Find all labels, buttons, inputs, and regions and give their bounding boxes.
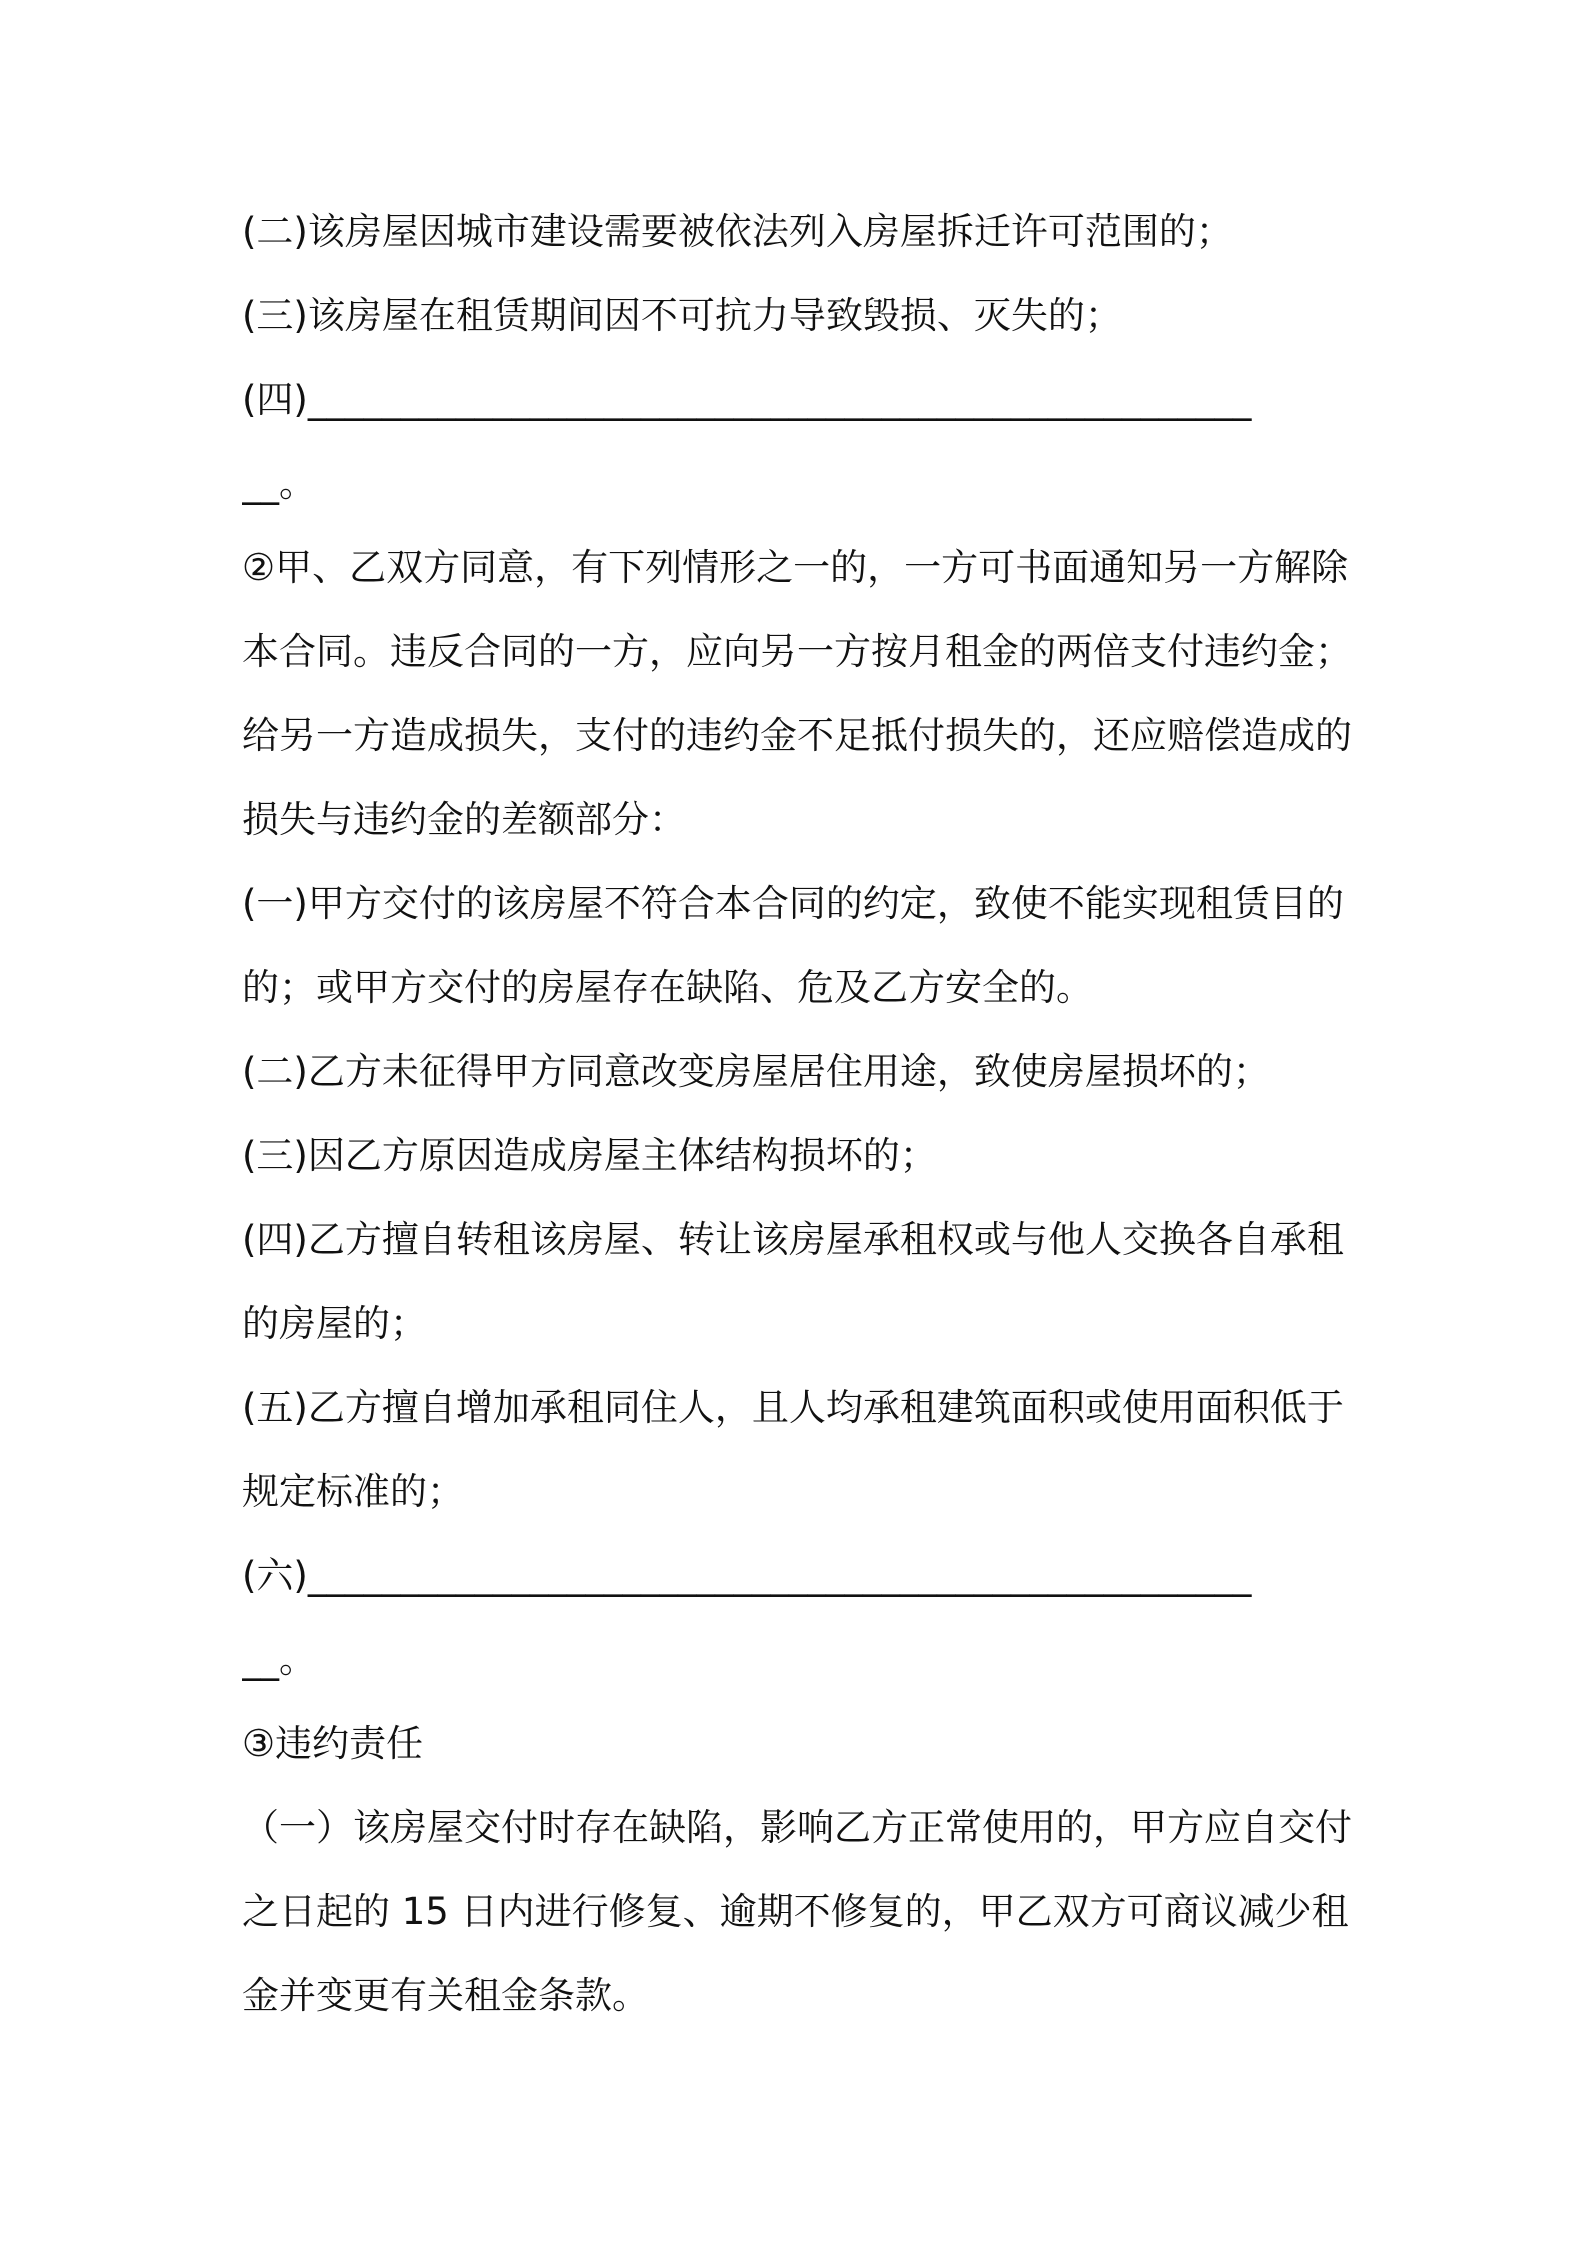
- text-line: (二)该房屋因城市建设需要被依法列入房屋拆迁许可范围的；: [242, 210, 1233, 253]
- text-line: (六)___________________________________________________: [242, 1554, 1252, 1597]
- text-line: 之日起的 15 日内进行修复、逾期不修复的，甲乙双方可商议减少租: [242, 1890, 1349, 1933]
- text-line: (三)该房屋在租赁期间因不可抗力导致毁损、灭失的；: [242, 294, 1122, 337]
- text-line: 的；或甲方交付的房屋存在缺陷、危及乙方安全的。: [242, 966, 1093, 1009]
- document-body: [242, 190, 1362, 2038]
- text-line: 本合同。违反合同的一方，应向另一方按月租金的两倍支付违约金；: [242, 630, 1352, 673]
- text-line: (一)甲方交付的该房屋不符合本合同的约定，致使不能实现租赁目的: [242, 882, 1344, 925]
- text-line: 规定标准的；: [242, 1470, 464, 1513]
- text-line: （一）该房屋交付时存在缺陷，影响乙方正常使用的，甲方应自交付: [242, 1806, 1352, 1849]
- text-line: (二)乙方未征得甲方同意改变房屋居住用途，致使房屋损坏的；: [242, 1050, 1270, 1093]
- text-line: 给另一方造成损失，支付的违约金不足抵付损失的，还应赔偿造成的: [242, 714, 1352, 757]
- section-heading: ③违约责任: [242, 1722, 424, 1765]
- text-line: ②甲、乙双方同意，有下列情形之一的，一方可书面通知另一方解除: [242, 546, 1349, 589]
- text-line: (五)乙方擅自增加承租同住人，且人均承租建筑面积或使用面积低于: [242, 1386, 1344, 1429]
- text-line: 的房屋的；: [242, 1302, 427, 1345]
- text-line: __。: [242, 1638, 316, 1681]
- text-line: 金并变更有关租金条款。: [242, 1974, 649, 2017]
- text-line: (四)乙方擅自转租该房屋、转让该房屋承租权或与他人交换各自承租: [242, 1218, 1344, 1261]
- text-line: 损失与违约金的差额部分：: [242, 798, 686, 841]
- text-line: (三)因乙方原因造成房屋主体结构损坏的；: [242, 1134, 937, 1177]
- text-line: __。: [242, 462, 316, 505]
- text-line: (四)___________________________________________________: [242, 378, 1252, 421]
